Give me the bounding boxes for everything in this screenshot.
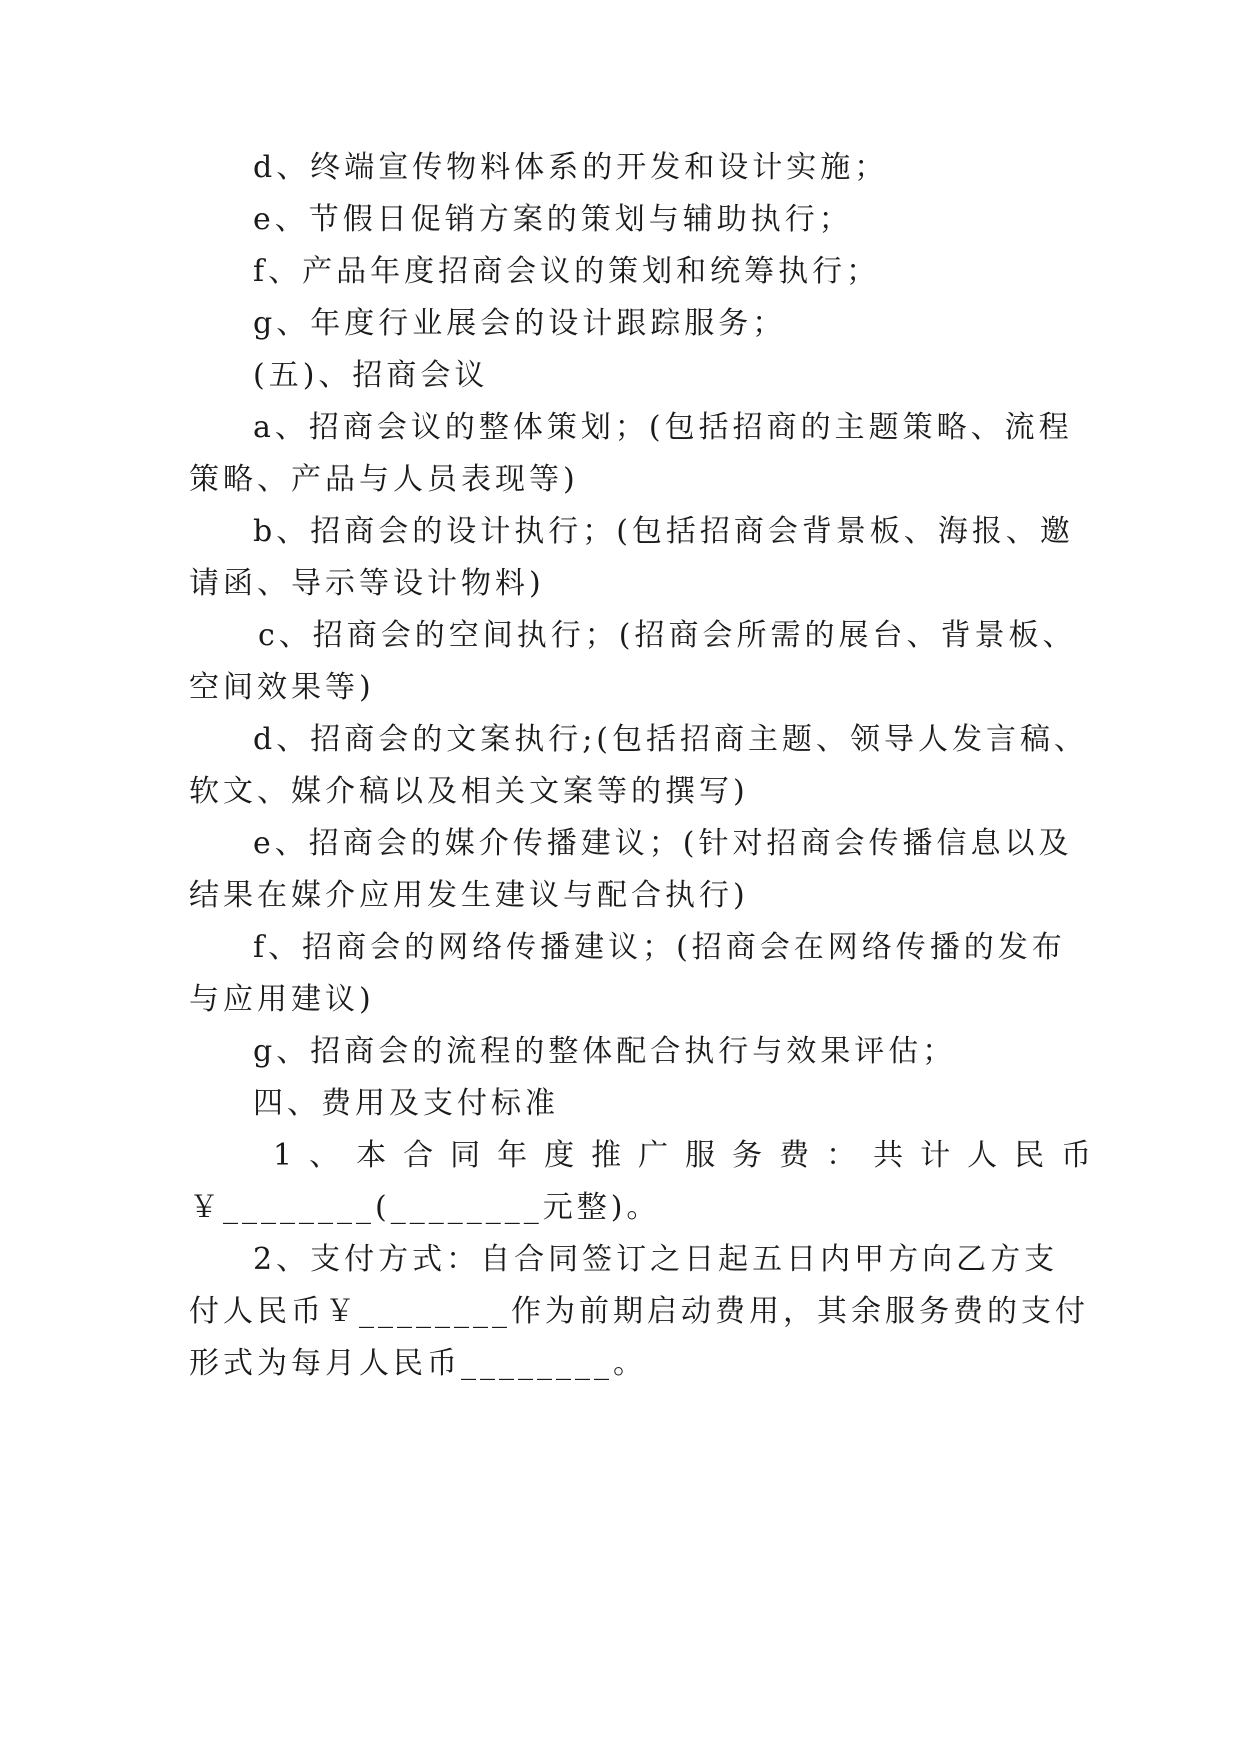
text-line: 与应用建议) bbox=[189, 982, 375, 1017]
section-heading: 四、费用及支付标准 bbox=[253, 1086, 559, 1121]
text-line: g、年度行业展会的设计跟踪服务； bbox=[253, 306, 787, 341]
text-line: 形式为每月人民币________。 bbox=[189, 1346, 647, 1381]
section-heading: (五)、招商会议 bbox=[253, 358, 489, 393]
text-line: 请函、导示等设计物料) bbox=[189, 566, 545, 601]
text-line: g、招商会的流程的整体配合执行与效果评估； bbox=[253, 1034, 957, 1069]
text-line: f、招商会的网络传播建议；(招商会在网络传播的发布 bbox=[253, 930, 1066, 965]
text-line: 1、本合同年度推广服务费：共计人民币 bbox=[273, 1138, 1109, 1173]
text-line: a、招商会议的整体策划；(包括招商的主题策略、流程 bbox=[253, 410, 1073, 445]
text-line: d、终端宣传物料体系的开发和设计实施； bbox=[253, 150, 889, 185]
text-line: b、招商会的设计执行；(包括招商会背景板、海报、邀 bbox=[253, 514, 1074, 549]
text-line: 2、支付方式：自合同签订之日起五日内甲方向乙方支 bbox=[253, 1242, 1059, 1277]
text-line: e、招商会的媒介传播建议；(针对招商会传播信息以及 bbox=[253, 826, 1073, 861]
text-line: 策略、产品与人员表现等) bbox=[189, 462, 579, 497]
text-line: 软文、媒介稿以及相关文案等的撰写) bbox=[189, 774, 749, 809]
text-line: e、节假日促销方案的策划与辅助执行； bbox=[253, 202, 853, 237]
text-line: d、招商会的文案执行;(包括招商主题、领导人发言稿、 bbox=[253, 722, 1089, 757]
text-line: 结果在媒介应用发生建议与配合执行) bbox=[189, 878, 749, 913]
text-line: 空间效果等) bbox=[189, 670, 375, 705]
text-line: c、招商会的空间执行；(招商会所需的展台、背景板、 bbox=[258, 618, 1077, 653]
text-line: f、产品年度招商会议的策划和统筹执行； bbox=[253, 254, 881, 289]
text-line: ￥________(________元整)。 bbox=[189, 1190, 661, 1225]
text-line: 付人民币￥________作为前期启动费用，其余服务费的支付 bbox=[189, 1294, 1089, 1329]
